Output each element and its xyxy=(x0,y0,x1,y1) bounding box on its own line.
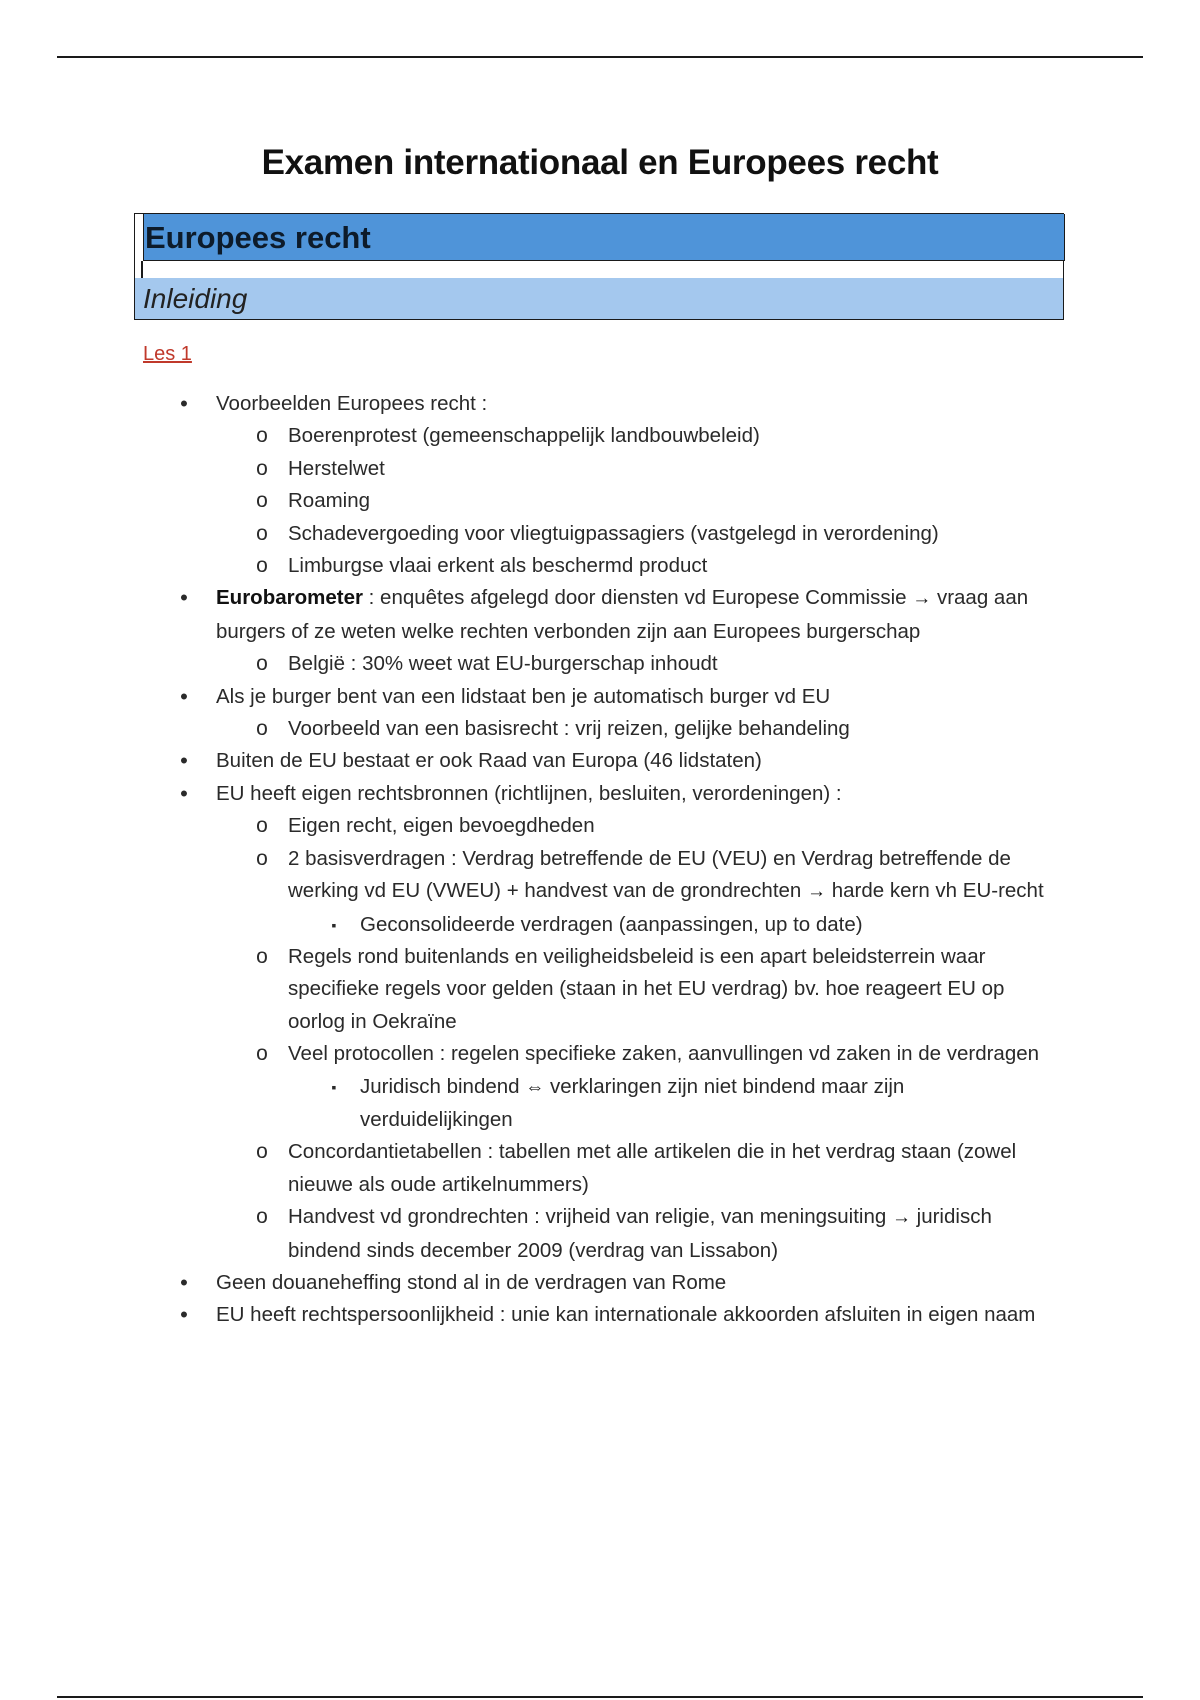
list-item xyxy=(0,681,1200,746)
circle-bullet-icon: o xyxy=(256,424,268,448)
sub-sub-item-text: verklaringen zijn niet bindend maar zijn verduidelijkingen xyxy=(360,1074,905,1131)
item-text: Voorbeelden Europees recht : xyxy=(216,392,488,415)
sub-sub-list xyxy=(288,909,1060,941)
square-bullet-icon: ▪ xyxy=(331,1078,337,1095)
circle-bullet-icon: o xyxy=(256,456,268,480)
footer-rule xyxy=(57,1696,1143,1698)
sub-item-text: Eigen recht, eigen bevoegdheden xyxy=(288,814,595,838)
item-text: Als je burger bent van een lidstaat ben je automatisch burger vd EU xyxy=(216,684,831,708)
notes-content xyxy=(0,388,1200,1332)
sub-item-text: Schadevergoeding voor vliegtuigpassagiers (vastgelegd in verordening) xyxy=(288,521,939,545)
list-item xyxy=(0,582,1200,680)
sub-item-text: Boerenprotest (gemeenschappelijk landbouwbeleid) xyxy=(288,424,760,448)
circle-bullet-icon: o xyxy=(256,652,268,676)
heading-inleiding: Inleiding xyxy=(135,278,1063,319)
bullet-icon: • xyxy=(180,585,188,611)
lesson-label: Les 1 xyxy=(143,343,192,365)
sub-item-text: Limburgse vlaai erkent als beschermd product xyxy=(288,554,708,578)
circle-bullet-icon: o xyxy=(256,1140,268,1164)
sub-list xyxy=(0,713,1060,745)
sub-item-text: Concordantietabellen : tabellen met alle artikelen die in het verdrag staan (zowel nieuwe als oude artikelnummers) xyxy=(288,1140,1017,1196)
heading-tick xyxy=(141,261,143,279)
arrow-right-icon: → xyxy=(912,588,932,610)
item-text: : enquêtes afgelegd door diensten vd Europese Commissie xyxy=(362,586,913,610)
circle-bullet-icon: o xyxy=(256,521,268,545)
list-item xyxy=(0,1299,1200,1331)
circle-bullet-icon: o xyxy=(256,814,268,838)
list-item xyxy=(0,388,1200,582)
sub-item xyxy=(216,1038,1060,1136)
sub-item xyxy=(216,648,1060,680)
bullet-list xyxy=(0,388,1200,1332)
sub-item xyxy=(216,1136,1060,1201)
item-text: EU heeft eigen rechtsbronnen (richtlijnen, besluiten, verordeningen) : xyxy=(216,781,842,805)
sub-sub-list xyxy=(288,1071,1060,1137)
item-text: Buiten de EU bestaat er ook Raad van Europa (46 lidstaten) xyxy=(216,749,762,773)
sub-item xyxy=(216,485,1060,517)
arrow-right-icon: → xyxy=(891,1207,911,1229)
heading-box xyxy=(134,213,1064,320)
bullet-icon: • xyxy=(180,1269,188,1295)
sub-item-text: Regels rond buitenlands en veiligheidsbeleid is een apart beleidsterrein waar specifieke regels voor gelden (staan in het EU verdrag) bv. hoe reageert EU op oorlog in Oekraïne xyxy=(288,944,1005,1033)
sub-item xyxy=(216,1201,1060,1267)
sub-item-text: België : 30% weet wat EU-burgerschap inhoudt xyxy=(288,652,718,676)
sub-item xyxy=(216,518,1060,550)
sub-item xyxy=(216,550,1060,582)
list-item xyxy=(0,778,1200,1267)
list-item xyxy=(0,745,1200,777)
bullet-icon: • xyxy=(180,1302,188,1328)
circle-bullet-icon: o xyxy=(256,717,268,741)
sub-item-text: Herstelwet xyxy=(288,456,385,480)
circle-bullet-icon: o xyxy=(256,846,268,870)
square-bullet-icon: ▪ xyxy=(331,916,337,933)
header-rule xyxy=(57,56,1143,58)
arrow-right-icon: → xyxy=(807,881,827,903)
item-text: Geen douaneheffing stond al in de verdragen van Rome xyxy=(216,1270,727,1294)
term-eurobarometer: Eurobarometer xyxy=(216,586,363,610)
sub-item-text: Handvest vd grondrechten : vrijheid van religie, van meningsuiting xyxy=(288,1205,892,1229)
sub-item xyxy=(216,453,1060,485)
heading-europees-recht: Europees recht xyxy=(143,214,1065,261)
sub-item xyxy=(216,713,1060,745)
sub-list xyxy=(0,420,1060,582)
circle-bullet-icon: o xyxy=(256,1042,268,1066)
sub-item-text: 2 basisverdragen : Verdrag betreffende de EU (VEU) en Verdrag betreffende de werking vd EU (VWEU) + handvest van de grondrechten xyxy=(288,846,1011,903)
bullet-icon: • xyxy=(180,780,188,806)
document-title: Examen internationaal en Europees recht xyxy=(261,143,939,182)
sub-item xyxy=(216,843,1060,941)
sub-sub-item-text: Juridisch bindend xyxy=(360,1074,526,1098)
circle-bullet-icon: o xyxy=(256,1205,268,1229)
bullet-icon: • xyxy=(180,391,188,416)
sub-item-text: Roaming xyxy=(288,489,371,513)
circle-bullet-icon: o xyxy=(256,554,268,578)
list-item xyxy=(0,1267,1200,1299)
sub-item-text: juridisch bindend sinds december 2009 (verdrag van Lissabon) xyxy=(288,1205,992,1262)
item-text: vraag aan burgers of ze weten welke rechten verbonden zijn aan Europees burgerschap xyxy=(216,586,1029,643)
sub-item-text: harde kern vh EU-recht xyxy=(826,879,1044,903)
sub-item-text: Voorbeeld van een basisrecht : vrij reizen, gelijke behandeling xyxy=(288,717,850,741)
circle-bullet-icon: o xyxy=(256,944,268,968)
bullet-icon: • xyxy=(180,683,188,709)
sub-item-text: Veel protocollen : regelen specifieke zaken, aanvullingen vd zaken in de verdragen xyxy=(288,1042,1040,1066)
sub-item xyxy=(216,810,1060,842)
sub-list xyxy=(0,810,1060,1267)
sub-item xyxy=(216,941,1060,1038)
sub-sub-item-text: Geconsolideerde verdragen (aanpassingen, up to date) xyxy=(360,912,863,936)
bullet-icon: • xyxy=(180,748,188,774)
sub-item xyxy=(216,420,1060,452)
sub-sub-item xyxy=(288,1071,1060,1137)
sub-list xyxy=(0,648,1060,680)
item-text: EU heeft rechtspersoonlijkheid : unie kan internationale akkoorden afsluiten in eigen naam xyxy=(216,1303,1036,1327)
circle-bullet-icon: o xyxy=(256,489,268,513)
equivalence-arrow-icon: ⇔ xyxy=(525,1076,545,1098)
sub-sub-item xyxy=(288,909,1060,941)
